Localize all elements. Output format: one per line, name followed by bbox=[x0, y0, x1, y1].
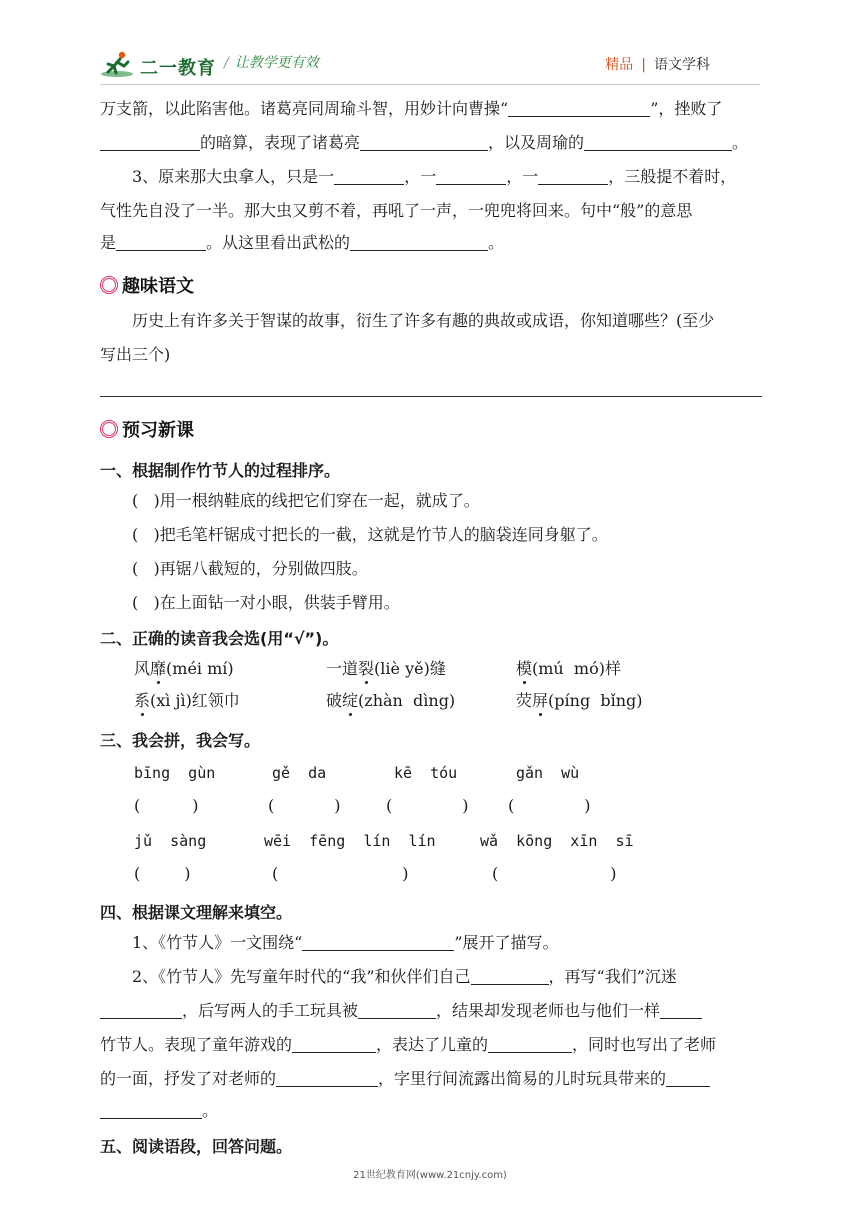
blank-field[interactable] bbox=[116, 234, 206, 251]
blank-field[interactable] bbox=[100, 1102, 202, 1119]
brand-name: 二一教育 bbox=[140, 58, 216, 79]
blank-field[interactable] bbox=[100, 1002, 182, 1019]
page-header bbox=[100, 46, 710, 86]
pinyin-word: wǎ kōng xīn sī bbox=[480, 832, 634, 850]
blank-field[interactable] bbox=[508, 100, 650, 117]
pronunciation-item[interactable]: 风靡(méi mí) bbox=[134, 659, 234, 678]
order-item-3: ( )再锯八截短的，分别做四肢。 bbox=[132, 559, 368, 578]
review-line-2: 的暗算，表现了诸葛亮 ，以及周瑜的 。 bbox=[100, 132, 762, 154]
header-subject: 精品 | 语文学科 bbox=[605, 57, 710, 73]
blank-field[interactable] bbox=[100, 134, 200, 151]
fun-text-1: 历史上有许多关于智谋的故事，衍生了许多有趣的典故或成语，你知道哪些？(至少 bbox=[132, 311, 715, 330]
pronunciation-item[interactable]: 模(mú mó)样 bbox=[516, 659, 621, 678]
question-1-title: 一、根据制作竹节人的过程排序。 bbox=[100, 461, 341, 480]
order-item-2: ( )把毛笔杆锯成寸把长的一截，这就是竹节人的脑袋连同身躯了。 bbox=[132, 525, 608, 544]
runner-logo-icon bbox=[100, 50, 136, 78]
fun-text-2: 写出三个) bbox=[100, 345, 171, 364]
order-item-4: ( )在上面钻一对小眼，供装手臂用。 bbox=[132, 593, 400, 612]
order-slot[interactable]: ( ) bbox=[132, 559, 160, 578]
pinyin-word: wēi fēng lín lín bbox=[264, 832, 436, 850]
answer-box[interactable]: ( ) bbox=[272, 864, 409, 883]
fill-line-3: ，后写两人的手工玩具被 ，结果却发现老师也与他们一样 bbox=[100, 1000, 762, 1022]
fill-line-5: 的一面，抒发了对老师的 ，字里行间流露出简易的儿时玩具带来的 bbox=[100, 1068, 762, 1090]
answer-box[interactable]: ( ) bbox=[134, 796, 199, 815]
answer-line[interactable] bbox=[100, 396, 762, 397]
blank-field[interactable] bbox=[276, 1070, 378, 1087]
answer-box[interactable]: ( ) bbox=[508, 796, 591, 815]
blank-field[interactable] bbox=[538, 168, 608, 185]
blank-field[interactable] bbox=[436, 168, 506, 185]
review-line-1: 万支箭，以此陷害他。诸葛亮同周瑜斗智，用妙计向曹操“ ”，挫败了 bbox=[100, 99, 723, 118]
premium-tag: 精品 bbox=[605, 57, 634, 73]
pinyin-word: gě da bbox=[272, 764, 327, 782]
review-q3-line-1: 3、原来那大虫拿人，只是一 ，一 ，一 ，三般提不着时， bbox=[132, 167, 737, 186]
blank-field[interactable] bbox=[360, 134, 488, 151]
fill-line-2: 2、《竹节人》先写童年时代的“我”和伙伴们自己 ，再写“我们”沉迷 bbox=[132, 967, 677, 986]
question-5-title: 五、阅读语段，回答问题。 bbox=[100, 1137, 293, 1156]
blank-field[interactable] bbox=[488, 1036, 572, 1053]
pronunciation-item[interactable]: 破绽(zhàn dìng) bbox=[326, 691, 456, 710]
order-item-1: ( )用一根纳鞋底的线把它们穿在一起，就成了。 bbox=[132, 491, 480, 510]
blank-field[interactable] bbox=[292, 1036, 376, 1053]
pinyin-word: gǎn wù bbox=[516, 764, 580, 782]
answer-box[interactable]: ( ) bbox=[492, 864, 617, 883]
pinyin-word: jǔ sàng bbox=[134, 832, 207, 850]
slogan: / 让教学更有效 bbox=[224, 55, 319, 71]
question-3-title: 三、我会拼，我会写。 bbox=[100, 731, 261, 750]
blank-field[interactable] bbox=[358, 1002, 436, 1019]
review-q3-line-3: 是 。从这里看出武松的 。 bbox=[100, 233, 505, 252]
order-slot[interactable]: ( ) bbox=[132, 593, 160, 612]
pinyin-word: kē tóu bbox=[394, 764, 458, 782]
pinyin-word: bīng gùn bbox=[134, 764, 216, 782]
question-4-title: 四、根据课文理解来填空。 bbox=[100, 903, 293, 922]
blank-field[interactable] bbox=[471, 968, 549, 985]
pronunciation-item[interactable]: 荧屏(píng bǐng) bbox=[516, 691, 643, 710]
subject-label: 语文学科 bbox=[654, 57, 710, 73]
pronunciation-item[interactable]: 一道裂(liè yě)缝 bbox=[326, 659, 446, 678]
circle-bullet-icon bbox=[100, 420, 118, 438]
blank-field[interactable] bbox=[302, 934, 454, 951]
section-title-preview: 预习新课 bbox=[100, 416, 194, 442]
answer-box[interactable]: ( ) bbox=[134, 864, 191, 883]
fill-line-4: 竹节人。表现了童年游戏的 ，表达了儿童的 ，同时也写出了老师 bbox=[100, 1035, 717, 1054]
question-2-title: 二、正确的读音我会选(用“√”)。 bbox=[100, 629, 339, 648]
blank-field[interactable] bbox=[350, 234, 488, 251]
blank-field[interactable] bbox=[334, 168, 404, 185]
section-title-fun: 趣味语文 bbox=[100, 272, 194, 298]
answer-box[interactable]: ( ) bbox=[386, 796, 469, 815]
order-slot[interactable]: ( ) bbox=[132, 491, 160, 510]
answer-box[interactable]: ( ) bbox=[268, 796, 341, 815]
blank-field[interactable] bbox=[584, 134, 732, 151]
order-slot[interactable]: ( ) bbox=[132, 525, 160, 544]
circle-bullet-icon bbox=[100, 276, 118, 294]
review-q3-line-2: 气性先自没了一半。那大虫又剪不着，再吼了一声，一兜兜将回来。句中“般”的意思 bbox=[100, 201, 693, 220]
header-divider bbox=[100, 84, 760, 85]
pronunciation-item[interactable]: 系(xì jì)红领巾 bbox=[134, 691, 240, 710]
fill-line-1: 1、《竹节人》一文围绕“ ”展开了描写。 bbox=[132, 933, 559, 952]
page-footer: 21世纪教育网(www.21cnjy.com) bbox=[353, 1170, 507, 1181]
blank-field[interactable] bbox=[660, 1002, 702, 1019]
fill-line-6: 。 bbox=[100, 1100, 762, 1122]
blank-field[interactable] bbox=[666, 1070, 710, 1087]
